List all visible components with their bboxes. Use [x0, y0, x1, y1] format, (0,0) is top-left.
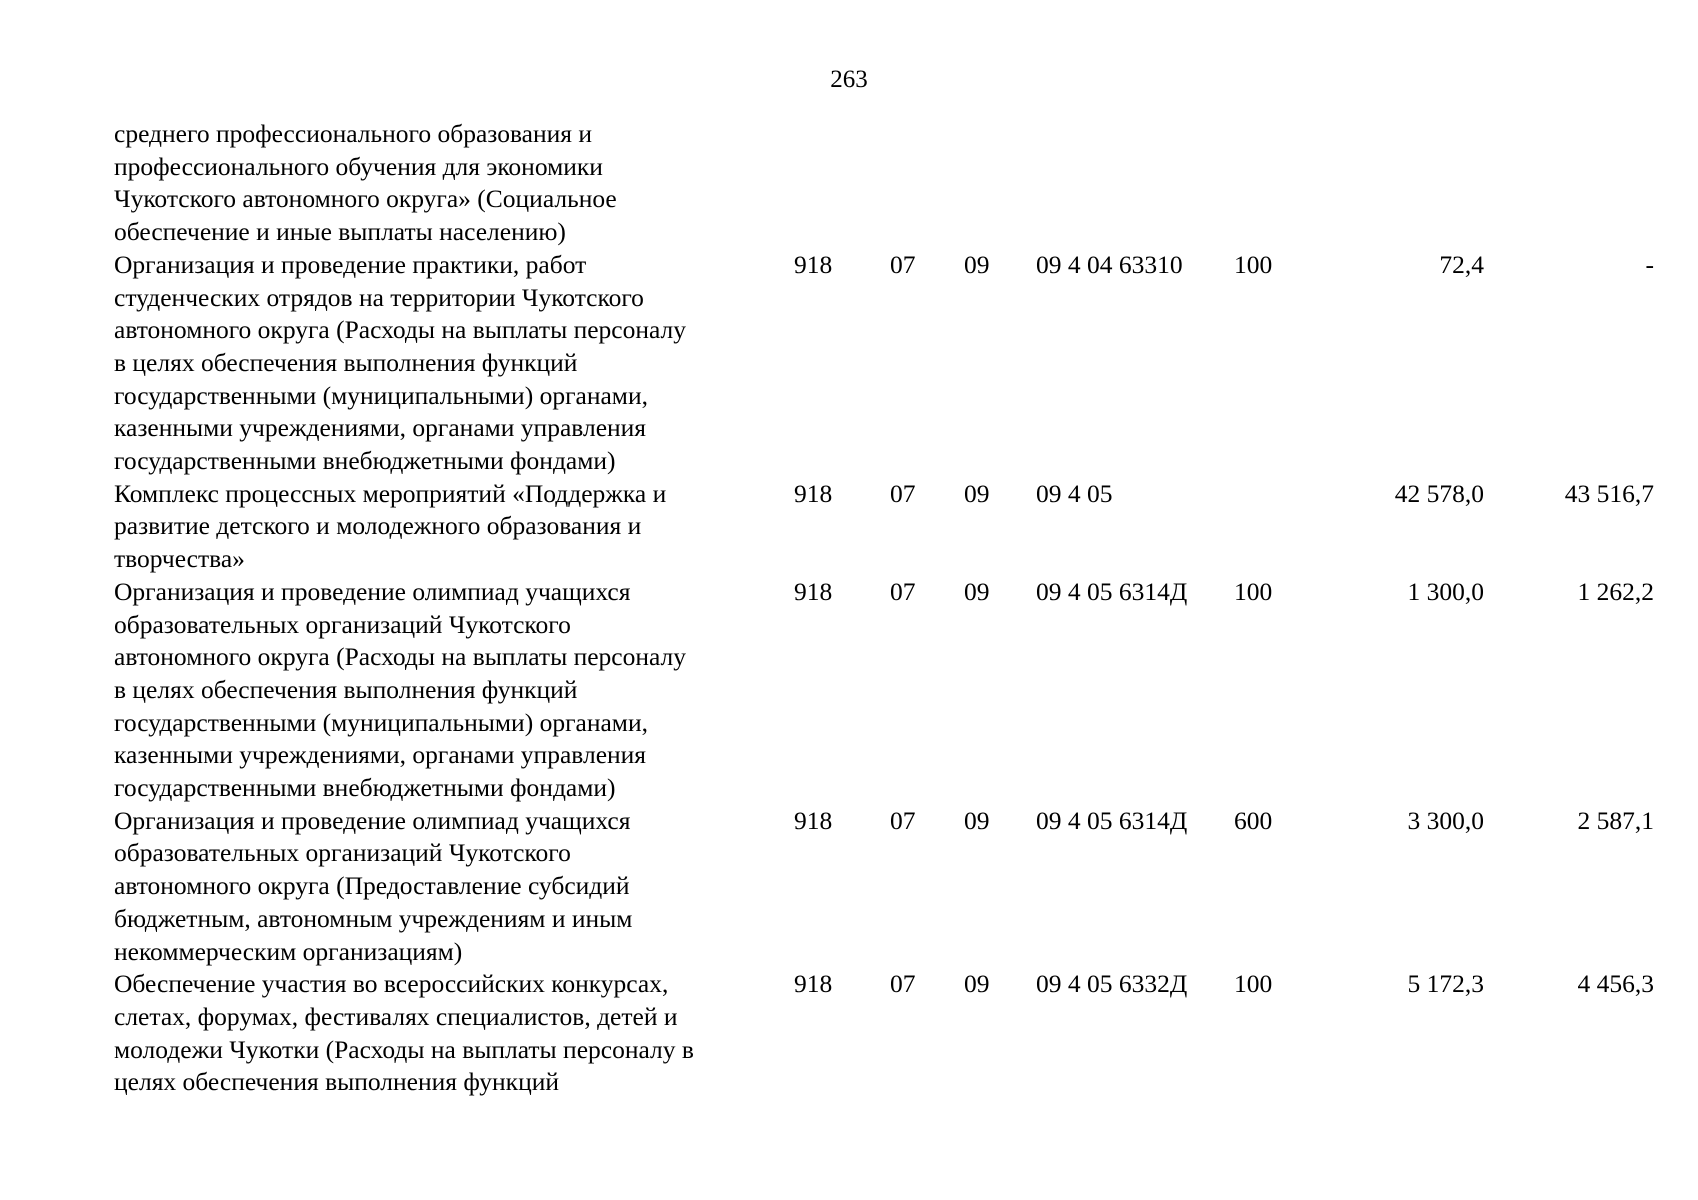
table-row — [114, 805, 1654, 969]
section-code-cell: 07 — [890, 576, 916, 606]
expense-name-line: Чукотского автономного округа» (Социальное — [114, 184, 617, 214]
amount-year-2-cell: 2 587,1 — [1577, 805, 1654, 835]
expense-name-cell — [114, 576, 794, 805]
table-row — [114, 249, 1654, 478]
ministry-code-cell: 918 — [794, 805, 833, 835]
section-code-cell: 07 — [890, 969, 916, 999]
expense-name-line: государственными внебюджетными фондами) — [114, 773, 616, 803]
table-row — [114, 968, 1654, 1099]
page-number: 263 — [830, 66, 868, 93]
expense-name-cell — [114, 805, 794, 969]
expense-name-line: Организация и проведение олимпиад учащихся — [114, 576, 631, 606]
table-row — [114, 576, 1654, 805]
expense-name-line: целях обеспечения выполнения функций — [114, 1067, 560, 1097]
section-code-cell: 07 — [890, 805, 916, 835]
expense-name-cell — [114, 118, 794, 249]
expense-name-line: в целях обеспечения выполнения функций — [114, 347, 578, 377]
target-article-cell: 09 4 04 63310 — [1036, 249, 1183, 279]
amount-year-2-cell: 43 516,7 — [1564, 478, 1654, 508]
expense-name-line: Комплекс процессных мероприятий «Поддержка и — [114, 478, 667, 508]
expense-name-line: казенными учреждениями, органами управления — [114, 740, 647, 770]
expense-name-line: государственными (муниципальными) органами, — [114, 380, 648, 410]
expense-name-line: студенческих отрядов на территории Чукотского — [114, 282, 644, 312]
ministry-code-cell — [794, 118, 890, 249]
expense-type-cell: 600 — [1234, 805, 1273, 835]
expense-type-cell: 100 — [1234, 969, 1273, 999]
expense-name-cell — [114, 249, 794, 478]
expense-name-line: казенными учреждениями, органами управления — [114, 413, 647, 443]
expense-name-line: молодежи Чукотки (Расходы на выплаты персоналу в — [114, 1034, 694, 1064]
subsection-code-cell: 09 — [964, 576, 990, 606]
expense-name-line: Обеспечение участия во всероссийских конкурсах, — [114, 969, 669, 999]
expense-type-cell: 100 — [1234, 249, 1273, 279]
expense-name-line: в целях обеспечения выполнения функций — [114, 674, 578, 704]
expense-name-line: слетах, форумах, фестивалях специалистов, детей и — [114, 1001, 678, 1031]
expense-name-line: образовательных организаций Чукотского — [114, 838, 571, 868]
ministry-code-cell: 918 — [794, 478, 833, 508]
amount-year-1-cell: 72,4 — [1439, 249, 1484, 279]
expense-name-line: развитие детского и молодежного образования и — [114, 511, 642, 541]
section-code-cell: 07 — [890, 249, 916, 279]
expense-name-line: государственными внебюджетными фондами) — [114, 446, 616, 476]
expense-name-cell — [114, 478, 794, 576]
target-article-cell — [1036, 118, 1234, 249]
expense-type-cell — [1234, 478, 1306, 576]
amount-year-1-cell: 5 172,3 — [1407, 969, 1484, 999]
expense-name-line: некоммерческим организациям) — [114, 936, 463, 966]
subsection-code-cell: 09 — [964, 478, 990, 508]
section-code-cell — [890, 118, 964, 249]
subsection-code-cell — [964, 118, 1036, 249]
ministry-code-cell: 918 — [794, 249, 833, 279]
subsection-code-cell: 09 — [964, 805, 990, 835]
expense-name-line: автономного округа (Расходы на выплаты персоналу — [114, 642, 687, 672]
expense-name-line: автономного округа (Предоставление субсидий — [114, 871, 630, 901]
expense-type-cell: 100 — [1234, 576, 1273, 606]
expense-name-line: Организация и проведение практики, работ — [114, 249, 587, 279]
amount-year-1-cell: 3 300,0 — [1407, 805, 1484, 835]
amount-year-2-cell: - — [1645, 249, 1654, 279]
expense-name-line: бюджетным, автономным учреждениям и иным — [114, 903, 633, 933]
target-article-cell: 09 4 05 — [1036, 478, 1113, 508]
amount-year-2-cell: 4 456,3 — [1577, 969, 1654, 999]
table-body — [114, 118, 1654, 1099]
subsection-code-cell: 09 — [964, 249, 990, 279]
target-article-cell: 09 4 05 6314Д — [1036, 576, 1188, 606]
expense-name-line: творчества» — [114, 544, 245, 574]
target-article-cell: 09 4 05 6314Д — [1036, 805, 1188, 835]
expense-name-cell — [114, 968, 794, 1099]
section-code-cell: 07 — [890, 478, 916, 508]
amount-year-2-cell — [1484, 118, 1654, 249]
expense-name-line: автономного округа (Расходы на выплаты персоналу — [114, 315, 687, 345]
target-article-cell: 09 4 05 6332Д — [1036, 969, 1188, 999]
expense-name-line: среднего профессионального образования и — [114, 119, 593, 148]
expense-name-line: образовательных организаций Чукотского — [114, 609, 571, 639]
amount-year-1-cell: 42 578,0 — [1394, 478, 1484, 508]
amount-year-2-cell: 1 262,2 — [1577, 576, 1654, 606]
expense-type-cell — [1234, 118, 1306, 249]
expense-name-line: государственными (муниципальными) органами, — [114, 707, 648, 737]
amount-year-1-cell — [1306, 118, 1484, 249]
subsection-code-cell: 09 — [964, 969, 990, 999]
amount-year-1-cell: 1 300,0 — [1407, 576, 1484, 606]
expense-name-line: профессионального обучения для экономики — [114, 151, 603, 181]
expense-name-line: Организация и проведение олимпиад учащихся — [114, 805, 631, 835]
table-row — [114, 118, 1654, 249]
budget-table — [114, 118, 1654, 1099]
table-row — [114, 478, 1654, 576]
expense-name-line: обеспечение и иные выплаты населению) — [114, 217, 566, 247]
ministry-code-cell: 918 — [794, 969, 833, 999]
ministry-code-cell: 918 — [794, 576, 833, 606]
